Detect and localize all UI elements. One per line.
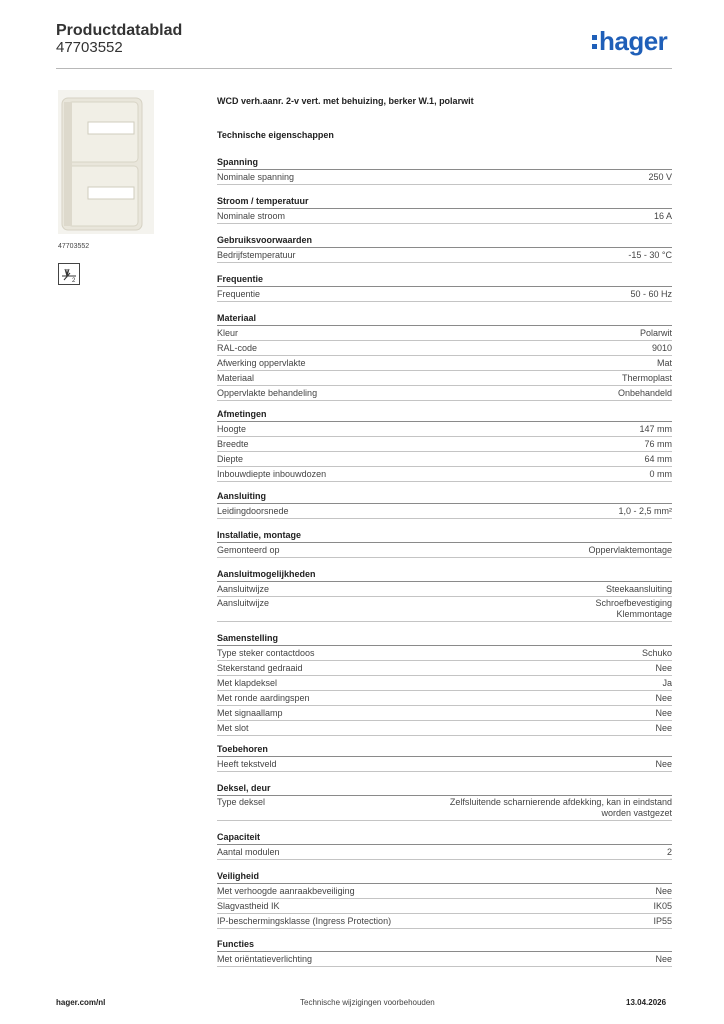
spec-row xyxy=(217,597,672,622)
spec-section-title: Frequentie xyxy=(217,272,672,287)
spec-row xyxy=(217,504,672,519)
spec-value-multiline xyxy=(595,597,672,621)
spec-row xyxy=(217,661,672,676)
spec-section-frequentie xyxy=(217,272,672,302)
spec-row xyxy=(217,757,672,772)
spec-value: Nee xyxy=(655,954,672,964)
spec-value: -15 - 30 °C xyxy=(628,250,672,260)
spec-row xyxy=(217,914,672,929)
spec-label: Met verhoogde aanraakbeveiliging xyxy=(217,886,355,896)
spec-section-functies xyxy=(217,937,672,967)
spec-value: Polarwit xyxy=(639,328,672,338)
footer-notice: Technische wijzigingen voorbehouden xyxy=(300,998,435,1007)
spec-section-title: Aansluiting xyxy=(217,489,672,504)
spec-value: Thermoplast xyxy=(621,373,672,383)
spec-row xyxy=(217,437,672,452)
spec-value: Schuko xyxy=(641,648,672,658)
spec-label: Type deksel xyxy=(217,797,266,807)
spec-label: Aantal modulen xyxy=(217,847,280,857)
spec-section-title: Capaciteit xyxy=(217,830,672,845)
spec-section-title: Functies xyxy=(217,937,672,952)
spec-section-afmetingen xyxy=(217,407,672,482)
logo-text: hager xyxy=(599,26,668,56)
spec-label: Materiaal xyxy=(217,373,255,383)
spec-section-aansluiting xyxy=(217,489,672,519)
spec-section-materiaal xyxy=(217,311,672,401)
spec-row xyxy=(217,721,672,736)
image-caption: 47703552 xyxy=(58,243,90,250)
spec-row xyxy=(217,467,672,482)
spec-label: Bedrijfstemperatuur xyxy=(217,250,296,260)
spec-section-title: Deksel, deur xyxy=(217,781,672,796)
spec-label: Heeft tekstveld xyxy=(217,759,277,769)
spec-row xyxy=(217,452,672,467)
spec-value: IP55 xyxy=(653,916,672,926)
spec-row xyxy=(217,952,672,967)
spec-value: Oppervlaktemontage xyxy=(588,545,672,555)
spec-row xyxy=(217,706,672,721)
spec-label: Met klapdeksel xyxy=(217,678,278,688)
footer-website-link[interactable]: hager.com/nl xyxy=(56,998,106,1007)
spec-label: Aansluitwijze xyxy=(217,598,270,608)
spec-section-title: Installatie, montage xyxy=(217,528,672,543)
hager-logo xyxy=(592,26,667,57)
spec-section-samenstelling xyxy=(217,631,672,736)
spec-label: Met signaallamp xyxy=(217,708,283,718)
spec-value: 0 mm xyxy=(649,469,672,479)
spec-section-title: Gebruiksvoorwaarden xyxy=(217,233,672,248)
svg-text:2: 2 xyxy=(72,278,76,284)
spec-row xyxy=(217,209,672,224)
spec-label: Hoogte xyxy=(217,424,247,434)
spec-row xyxy=(217,248,672,263)
spec-label: IP-beschermingsklasse (Ingress Protection) xyxy=(217,916,392,926)
spec-label: Kleur xyxy=(217,328,239,338)
spec-value: 2 xyxy=(666,847,672,857)
spec-label: Diepte xyxy=(217,454,244,464)
logo-dots-icon xyxy=(592,31,598,51)
spec-row xyxy=(217,326,672,341)
spec-row xyxy=(217,899,672,914)
spec-label: Frequentie xyxy=(217,289,261,299)
spec-label: Met ronde aardingspen xyxy=(217,693,310,703)
spec-row xyxy=(217,341,672,356)
spec-value: Steekaansluiting xyxy=(605,584,672,594)
spec-value: Nee xyxy=(655,723,672,733)
spec-row xyxy=(217,646,672,661)
spec-value: Mat xyxy=(656,358,672,368)
spec-value: IK05 xyxy=(653,901,672,911)
spec-label: Stekerstand gedraaid xyxy=(217,663,303,673)
spec-value-multiline xyxy=(450,796,672,820)
spec-value: Nee xyxy=(655,693,672,703)
spec-section-title: Materiaal xyxy=(217,311,672,326)
spec-value: Nee xyxy=(655,886,672,896)
spec-value: Nee xyxy=(655,708,672,718)
spec-value: 16 A xyxy=(653,211,672,221)
spec-label: Breedte xyxy=(217,439,249,449)
spec-value: 147 mm xyxy=(639,424,672,434)
spec-label: Afwerking oppervlakte xyxy=(217,358,306,368)
spec-label: Met slot xyxy=(217,723,249,733)
spec-value: Nee xyxy=(655,663,672,673)
spec-row xyxy=(217,170,672,185)
product-description: WCD verh.aanr. 2-v vert. met behuizing, berker W.1, polarwit xyxy=(217,96,474,106)
spec-section-capaciteit xyxy=(217,830,672,860)
spec-label: Gemonteerd op xyxy=(217,545,280,555)
spec-label: Inbouwdiepte inbouwdozen xyxy=(217,469,327,479)
spec-label: RAL-code xyxy=(217,343,258,353)
spec-row xyxy=(217,676,672,691)
spec-row xyxy=(217,582,672,597)
spec-value-line2: Klemmontage xyxy=(616,609,672,619)
spec-label: Oppervlakte behandeling xyxy=(217,388,318,398)
spec-row xyxy=(217,356,672,371)
surface-mount-symbol-icon xyxy=(58,263,80,285)
spec-section-title: Samenstelling xyxy=(217,631,672,646)
spec-value: 50 - 60 Hz xyxy=(630,289,672,299)
spec-section-deksel xyxy=(217,781,672,821)
spec-label: Leidingdoorsnede xyxy=(217,506,289,516)
spec-value: Zelfsluitende scharnierende afdekking, kan in eindstand xyxy=(449,797,672,807)
spec-row xyxy=(217,422,672,437)
spec-section-toebehoren xyxy=(217,742,672,772)
spec-section-veiligheid xyxy=(217,869,672,929)
spec-value: 9010 xyxy=(651,343,672,353)
spec-section-title: Afmetingen xyxy=(217,407,672,422)
spec-section-spanning xyxy=(217,155,672,185)
header-divider xyxy=(56,68,672,69)
product-image xyxy=(58,90,154,234)
spec-value: 64 mm xyxy=(644,454,672,464)
spec-section-aansluitmogelijkheden xyxy=(217,567,672,622)
spec-label: Type steker contactdoos xyxy=(217,648,315,658)
spec-value: Nee xyxy=(655,759,672,769)
spec-section-title: Stroom / temperatuur xyxy=(217,194,672,209)
spec-section-stroom xyxy=(217,194,672,224)
spec-row xyxy=(217,691,672,706)
spec-value: Schroefbevestiging xyxy=(595,598,672,608)
spec-section-title: Spanning xyxy=(217,155,672,170)
spec-row xyxy=(217,371,672,386)
spec-label: Nominale stroom xyxy=(217,211,286,221)
spec-row xyxy=(217,543,672,558)
spec-section-title: Veiligheid xyxy=(217,869,672,884)
spec-label: Met oriëntatieverlichting xyxy=(217,954,313,964)
spec-section-title: Aansluitmogelijkheden xyxy=(217,567,672,582)
spec-row xyxy=(217,386,672,401)
footer-date: 13.04.2026 xyxy=(626,998,667,1007)
spec-section-gebruiksvoorwaarden xyxy=(217,233,672,263)
spec-row xyxy=(217,796,672,821)
spec-row xyxy=(217,845,672,860)
spec-section-installatie xyxy=(217,528,672,558)
spec-row xyxy=(217,884,672,899)
spec-value: 250 V xyxy=(648,172,672,182)
spec-value: Onbehandeld xyxy=(617,388,672,398)
spec-label: Slagvastheid IK xyxy=(217,901,280,911)
spec-label: Aansluitwijze xyxy=(217,584,270,594)
spec-value: 1,0 - 2,5 mm² xyxy=(618,506,672,516)
spec-section-title: Toebehoren xyxy=(217,742,672,757)
spec-value: Ja xyxy=(662,678,672,688)
spec-row xyxy=(217,287,672,302)
spec-value-line2: worden vastgezet xyxy=(601,808,672,818)
spec-value: 76 mm xyxy=(644,439,672,449)
specs-title: Technische eigenschappen xyxy=(217,130,334,140)
spec-label: Nominale spanning xyxy=(217,172,295,182)
header-title: Productdatablad xyxy=(56,22,183,39)
product-number: 47703552 xyxy=(56,39,123,56)
